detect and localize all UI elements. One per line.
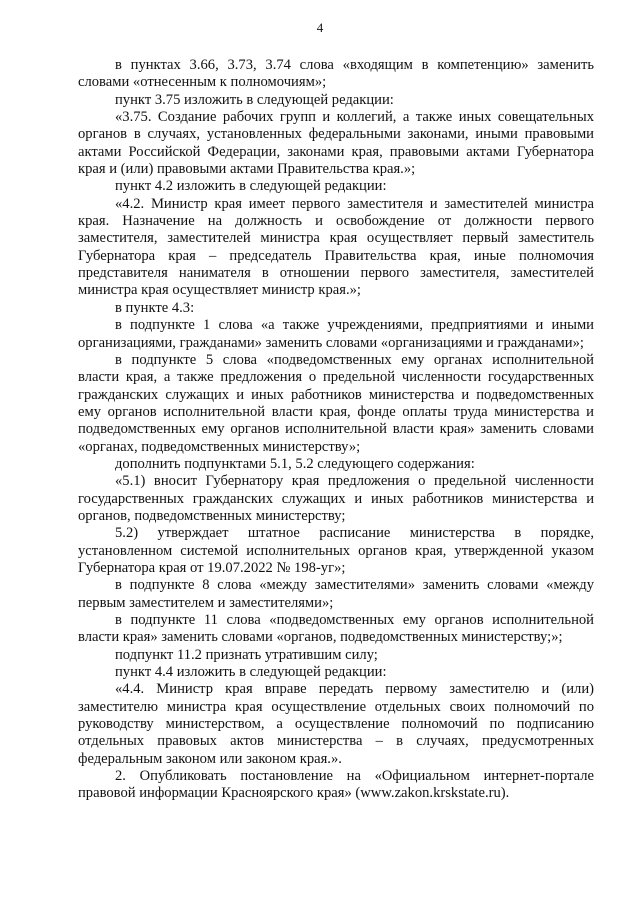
paragraph: «5.1) вносит Губернатору края предложения о предельной численности государственных гражданских служащих и иных работников министерства и органов, подведомственных министерству; bbox=[78, 473, 594, 524]
paragraph: в пункте 4.3: bbox=[115, 299, 195, 316]
paragraph: в подпункте 11 слова «подведомственных ему органов исполнительной власти края» заменить словами «органов, подведомственных министерству;»; bbox=[78, 612, 594, 646]
page-number: 4 bbox=[316, 20, 324, 35]
paragraph: «3.75. Создание рабочих групп и коллегий, а также иных совещательных органов в случаях, установленных федеральными законами, иными правовыми актами Российской Федерации, законами края, правовыми актами Губернатора края и (или) правовыми актами Правительства края.»; bbox=[78, 109, 594, 178]
paragraph: в подпункте 8 слова «между заместителями» заменить словами «между первым заместителем и заместителями»; bbox=[78, 577, 594, 611]
paragraph: пункт 3.75 изложить в следующей редакции: bbox=[115, 91, 394, 108]
paragraph: 2. Опубликовать постановление на «Официальном интернет-портале правовой информации Красноярского края» (www.zakon.krskstate.ru). bbox=[78, 768, 594, 802]
paragraph: подпункт 11.2 признать утратившим силу; bbox=[115, 646, 378, 663]
paragraph: в пунктах 3.66, 3.73, 3.74 слова «входящим в компетенцию» заменить словами «отнесенным к полномочиям»; bbox=[78, 57, 594, 91]
paragraph: в подпункте 5 слова «подведомственных ему органах исполнительной власти края, а также предложения о предельной численности государственных гражданских служащих и иных работников министерства и подведомственных ему органов исполнительной власти края, фонде оплаты труда министерства и подведомственных ему органов исполнительной власти края» заменить словами «органах, подведомственных министерству»; bbox=[78, 351, 594, 455]
paragraph: «4.2. Министр края имеет первого заместителя и заместителей министра края. Назначение на должность и освобождение от должности первого заместителя, заместителей министра края осуществляет первый заместитель Губернатора края – председатель Правительства края, иные полномочия представителя нанимателя в отношении первого заместителя, заместителей министра края осуществляет министр края.»; bbox=[78, 195, 594, 299]
paragraph: пункт 4.4 изложить в следующей редакции: bbox=[115, 664, 387, 681]
paragraph: 5.2) утверждает штатное расписание министерства в порядке, установленном системой исполнительных органов края, утвержденной указом Губернатора края от 19.07.2022 № 198-уг»; bbox=[78, 525, 594, 576]
document-body bbox=[78, 57, 594, 803]
paragraph: «4.4. Министр края вправе передать первому заместителю и (или) заместителю министра края осуществление отдельных своих полномочий по руководству министерством, а осуществление полномочий по подписанию отдельных правовых актов министерства – в случаях, предусмотренных федеральным законом или законом края.». bbox=[78, 681, 594, 767]
paragraph: пункт 4.2 изложить в следующей редакции: bbox=[115, 178, 387, 195]
paragraph: дополнить подпунктами 5.1, 5.2 следующего содержания: bbox=[115, 455, 475, 472]
paragraph: в подпункте 1 слова «а также учреждениями, предприятиями и иными организациями, гражданами» заменить словами «организациями и гражданами»; bbox=[78, 317, 594, 351]
